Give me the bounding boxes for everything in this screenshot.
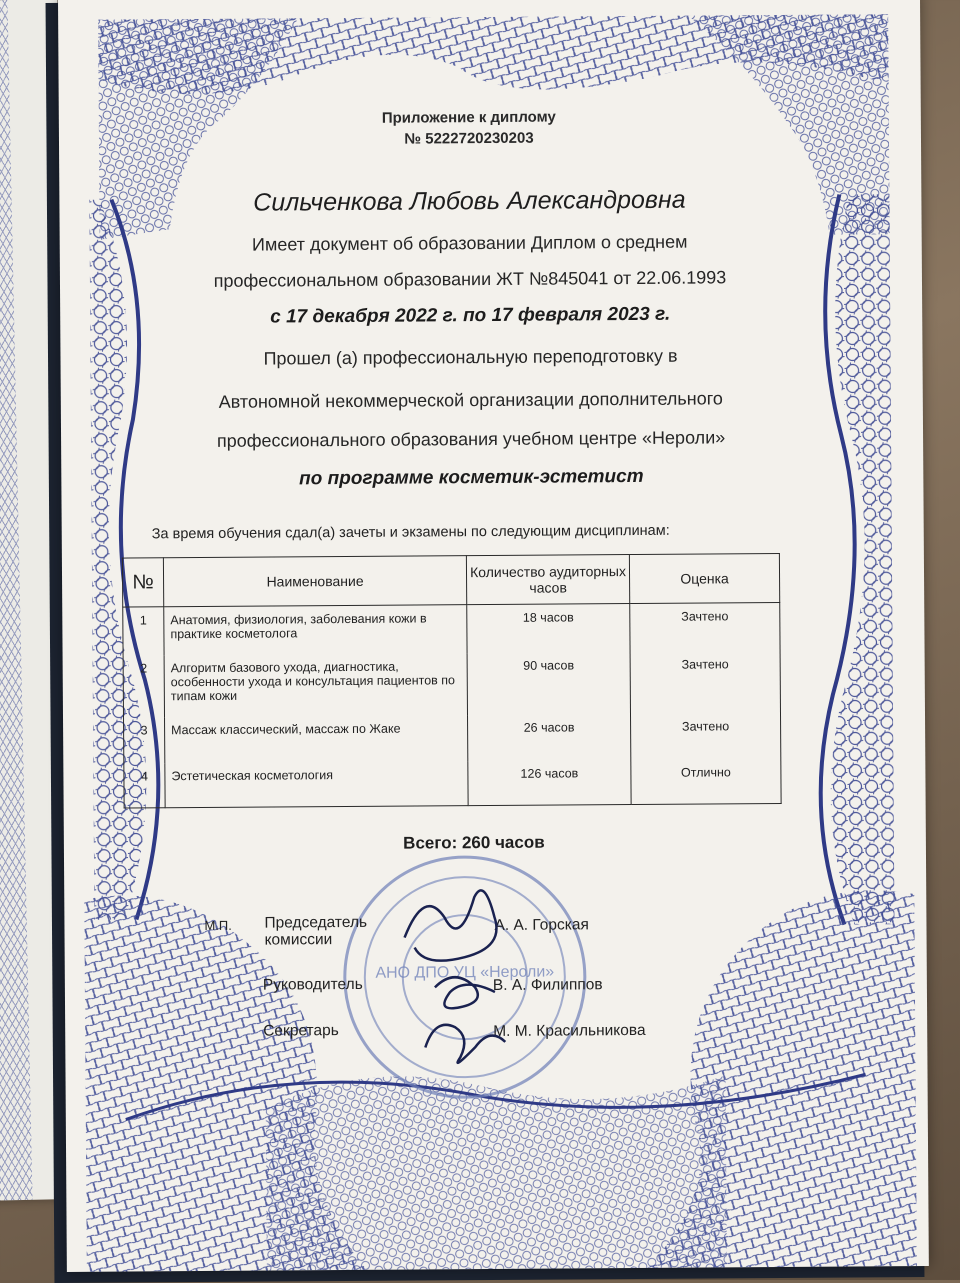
adjacent-page-guilloche bbox=[0, 0, 33, 1201]
document-content bbox=[58, 0, 929, 1272]
diploma-appendix-page bbox=[58, 0, 929, 1272]
row-hours: 126 часов bbox=[468, 760, 631, 806]
table-row bbox=[124, 712, 781, 763]
signatory-name: А. А. Горская bbox=[494, 916, 589, 934]
header-hours: Количество аудиторных часов bbox=[466, 555, 629, 605]
row-num: 3 bbox=[124, 717, 165, 763]
row-num: 1 bbox=[123, 607, 164, 655]
table-row bbox=[123, 650, 780, 717]
program-name: по программе косметик-эстетист bbox=[299, 465, 644, 490]
row-hours: 18 часов bbox=[467, 604, 630, 653]
diploma-number: № 5222720230203 bbox=[404, 129, 534, 148]
handwritten-signatures bbox=[364, 877, 545, 1078]
row-hours: 90 часов bbox=[467, 652, 630, 715]
training-line-1: Прошел (а) профессиональную переподготовку в bbox=[263, 345, 678, 369]
signatory-name: В. А. Филиппов bbox=[492, 976, 603, 994]
seal-placeholder: М.П. bbox=[204, 917, 232, 933]
row-name: Алгоритм базового ухода, диагностика, особенности ухода и консультация пациентов по типам кожи bbox=[164, 653, 467, 717]
education-line-1: Имеет документ об образовании Диплом о среднем bbox=[251, 231, 688, 255]
row-num: 4 bbox=[124, 763, 165, 808]
row-name: Анатомия, физиология, заболевания кожи в практике косметолога bbox=[164, 605, 467, 655]
row-name: Эстетическая косметология bbox=[165, 761, 468, 808]
signatory-role: Председатель комиссии bbox=[264, 913, 368, 949]
signatory-role: Руководитель bbox=[262, 975, 363, 994]
stamp-text: АНО ДПО УЦ «Нероли» bbox=[375, 963, 555, 982]
training-line-3: профессионального образования учебном центре «Нероли» bbox=[216, 427, 726, 451]
row-grade: Отлично bbox=[631, 758, 781, 804]
header-grade: Оценка bbox=[629, 553, 779, 603]
row-grade: Зачтено bbox=[630, 650, 780, 713]
table-row bbox=[124, 758, 781, 807]
row-name: Массаж классический, массаж по Жаке bbox=[165, 715, 468, 763]
header-name: Наименование bbox=[163, 556, 466, 607]
training-dates: с 17 декабря 2022 г. по 17 февраля 2023 г. bbox=[270, 303, 671, 328]
row-grade: Зачтено bbox=[630, 712, 780, 759]
table-header-row bbox=[122, 553, 779, 607]
row-grade: Зачтено bbox=[630, 602, 780, 651]
student-full-name: Сильченкова Любовь Александровна bbox=[253, 185, 686, 217]
total-hours: Всего: 260 часов bbox=[403, 832, 545, 853]
disciplines-table bbox=[122, 553, 782, 808]
table-row bbox=[123, 602, 780, 655]
appendix-title: Приложение к диплому bbox=[381, 108, 556, 127]
row-hours: 26 часов bbox=[467, 714, 630, 761]
training-line-2: Автономной некоммерческой организации дополнительного bbox=[218, 388, 723, 412]
header-num: № bbox=[122, 558, 163, 607]
signatory-name: М. М. Красильникова bbox=[493, 1021, 646, 1040]
table-intro: За время обучения сдал(а) зачеты и экзамены по следующим дисциплинам: bbox=[151, 522, 670, 543]
signatory-role: Секретарь bbox=[263, 1022, 339, 1040]
education-line-2: профессиональном образовании ЖТ №845041 от 22.06.1993 bbox=[213, 267, 727, 291]
row-num: 2 bbox=[123, 655, 164, 717]
